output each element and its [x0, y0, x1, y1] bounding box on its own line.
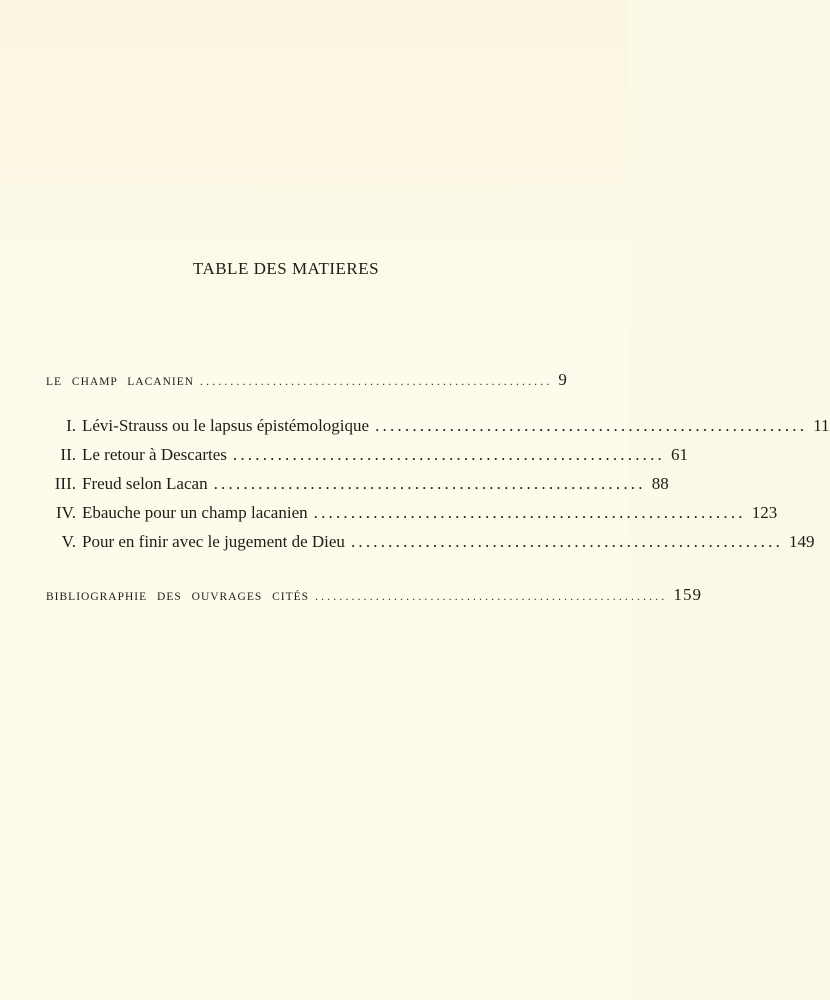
dot-leader: ..........................................................	[213, 474, 646, 493]
toc-chapter-entry	[46, 503, 778, 523]
chapter-numeral: II.	[60, 445, 76, 464]
chapter-title-text: Le retour à Descartes	[82, 445, 227, 464]
chapter-page-number: 11	[813, 416, 830, 435]
bibliography-label: BIBLIOGRAPHIE DES OUVRAGES CITÉS	[46, 591, 310, 603]
chapter-page-number: 149	[789, 532, 815, 551]
toc-chapter-entry	[46, 532, 815, 552]
bibliography-page-number: 159	[673, 585, 702, 604]
chapter-title	[46, 416, 369, 436]
dot-leader: ..........................................................	[375, 416, 808, 435]
toc-part-entry	[46, 370, 568, 390]
chapter-title	[46, 445, 227, 465]
chapter-page-number: 123	[751, 503, 778, 522]
chapter-title-text: Freud selon Lacan	[82, 474, 208, 493]
chapter-title	[46, 503, 308, 523]
chapter-numeral: V.	[61, 532, 76, 551]
toc-chapter-entry	[46, 445, 688, 465]
toc-bibliography-entry	[46, 585, 702, 605]
chapter-title	[46, 474, 208, 494]
page-title: TABLE DES MATIERES	[192, 259, 380, 278]
chapter-page-number: 61	[671, 445, 688, 464]
chapter-title-text: Lévi-Strauss ou le lapsus épistémologique	[82, 416, 370, 435]
dot-leader: ..........................................................	[232, 445, 665, 464]
dot-leader: ..........................................................	[350, 532, 784, 551]
chapter-page-number: 88	[651, 474, 669, 493]
part-page-number: 9	[558, 370, 568, 389]
chapter-title-text: Pour en finir avec le jugement de Dieu	[82, 532, 345, 551]
toc-chapter-entry	[46, 416, 830, 436]
dot-leader: ..........................................................	[200, 376, 553, 388]
chapter-numeral: III.	[54, 474, 76, 493]
chapter-numeral: IV.	[56, 503, 76, 522]
dot-leader: ..........................................................	[315, 591, 668, 603]
part-label: LE CHAMP LACANIEN	[46, 376, 195, 388]
toc-chapter-entry	[46, 474, 669, 494]
chapter-title-text: Ebauche pour un champ lacanien	[82, 503, 308, 522]
chapter-numeral: I.	[66, 416, 76, 435]
dot-leader: ..........................................................	[313, 503, 746, 522]
chapter-title	[46, 532, 345, 552]
